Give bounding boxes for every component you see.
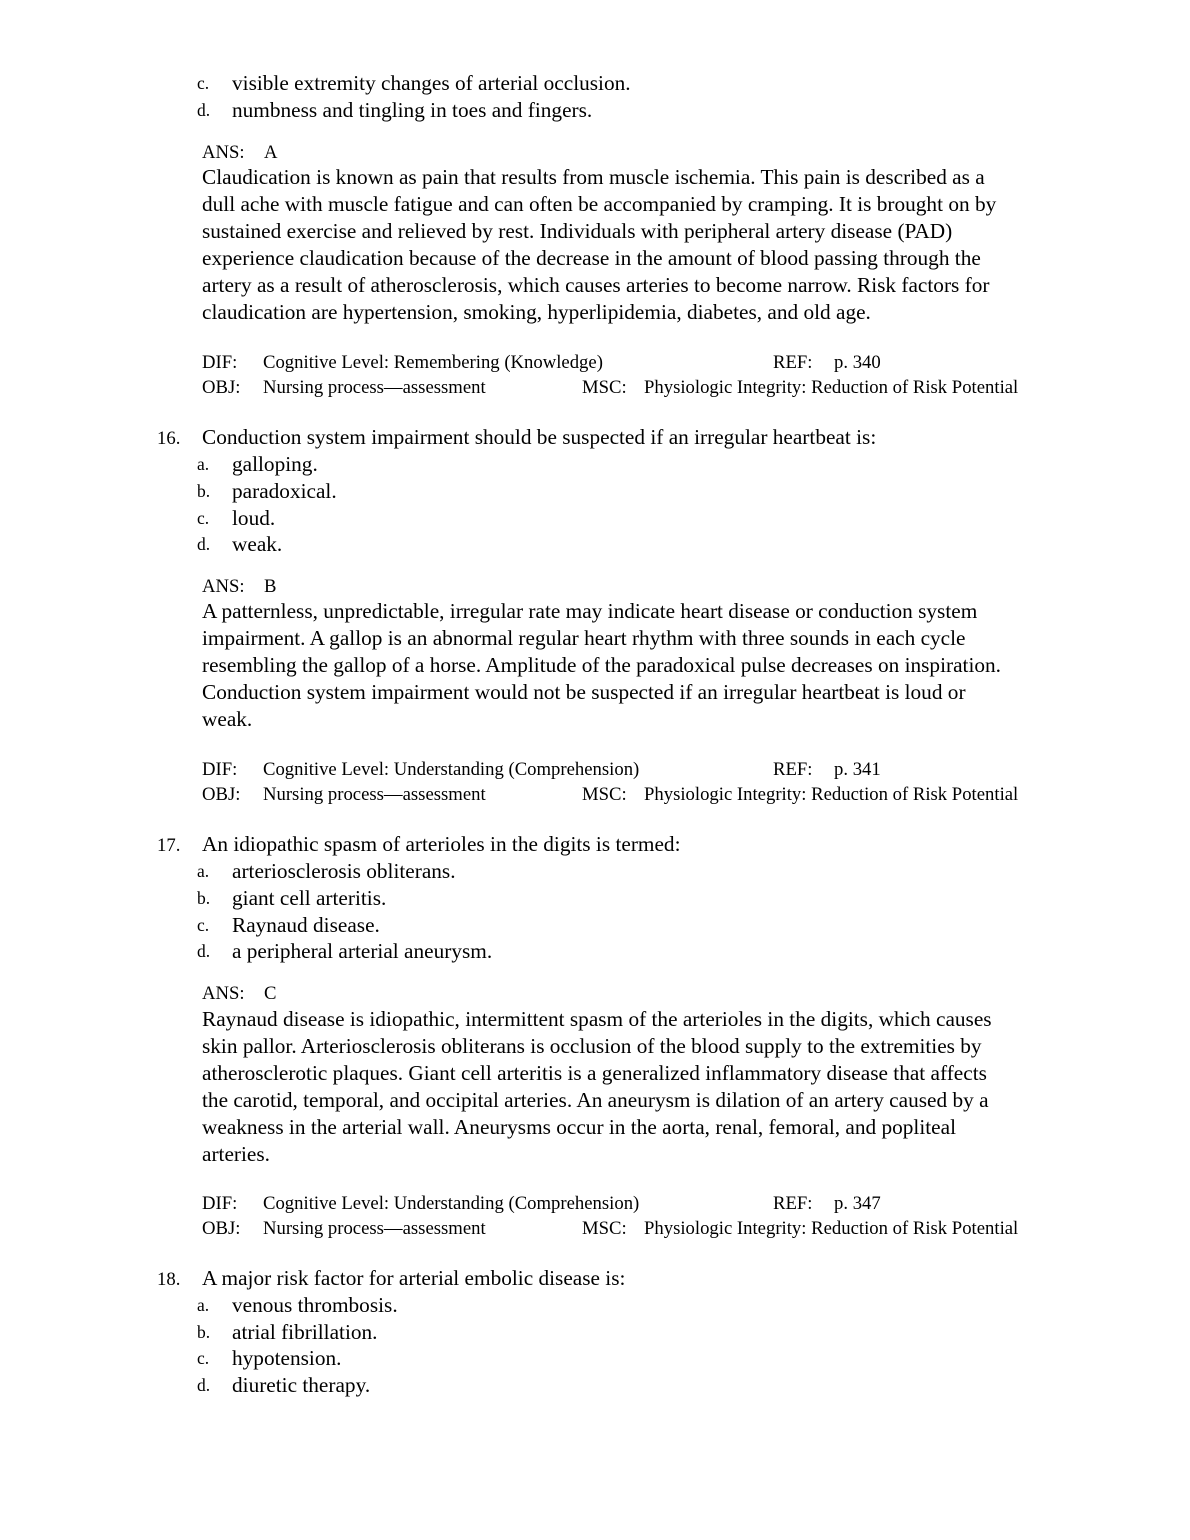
option-text: arteriosclerosis obliterans. <box>232 859 456 883</box>
msc-label: MSC: <box>582 1218 627 1239</box>
ref-value: p. 341 <box>834 759 881 780</box>
option-letter: c. <box>197 508 210 528</box>
obj-value: Nursing process—assessment <box>263 1218 486 1239</box>
option-letter: b. <box>197 1322 211 1342</box>
question-number: 17. <box>157 835 181 856</box>
ref-value: p. 347 <box>834 1193 881 1214</box>
option-text: venous thrombosis. <box>232 1293 398 1317</box>
option-letter: a. <box>197 861 210 881</box>
option-letter: b. <box>197 481 211 501</box>
option-letter: d. <box>197 941 211 961</box>
msc-value: Physiologic Integrity: Reduction of Risk Potential <box>644 377 1019 398</box>
option-letter: a. <box>197 454 210 474</box>
option-text: Raynaud disease. <box>232 913 380 937</box>
option-letter: d. <box>197 1375 211 1395</box>
dif-value: Cognitive Level: Remembering (Knowledge) <box>263 352 603 373</box>
answer-label: ANS: <box>202 142 245 163</box>
obj-value: Nursing process—assessment <box>263 377 486 398</box>
option-letter: c. <box>197 73 210 93</box>
option-text: a peripheral arterial aneurysm. <box>232 939 493 963</box>
msc-value: Physiologic Integrity: Reduction of Risk Potential <box>644 1218 1019 1239</box>
option-text: galloping. <box>232 452 318 476</box>
dif-value: Cognitive Level: Understanding (Comprehension) <box>263 1193 640 1214</box>
option-letter: d. <box>197 534 211 554</box>
msc-label: MSC: <box>582 377 627 398</box>
option-text: loud. <box>232 506 276 530</box>
option-text: atrial fibrillation. <box>232 1320 378 1344</box>
question-stem: A major risk factor for arterial embolic disease is: <box>202 1266 626 1290</box>
ref-label: REF: <box>773 1193 813 1214</box>
dif-label: DIF: <box>202 759 238 780</box>
answer-value: A <box>264 142 278 163</box>
answer-value: B <box>264 576 277 597</box>
answer-label: ANS: <box>202 576 245 597</box>
option-letter: c. <box>197 1348 210 1368</box>
option-text: numbness and tingling in toes and fingers. <box>232 98 593 122</box>
answer-label: ANS: <box>202 983 245 1004</box>
option-letter: d. <box>197 100 211 120</box>
dif-label: DIF: <box>202 352 238 373</box>
option-text: giant cell arteritis. <box>232 886 387 910</box>
dif-label: DIF: <box>202 1193 238 1214</box>
obj-value: Nursing process—assessment <box>263 784 486 805</box>
option-letter: c. <box>197 915 210 935</box>
msc-label: MSC: <box>582 784 627 805</box>
option-letter: b. <box>197 888 211 908</box>
rationale: A patternless, unpredictable, irregular rate may indicate heart disease or conduction system impairment. A gallop is an abnormal regular heart rhythm with three sounds in each cycle resembling the gallop of a horse. Amplitude of the paradoxical pulse decreases on inspiration. Conduction system impairment would not be suspected if an irregular heartbeat is loud or weak. <box>202 599 1001 731</box>
question-number: 16. <box>157 428 181 449</box>
obj-label: OBJ: <box>202 784 241 805</box>
option-text: diuretic therapy. <box>232 1373 371 1397</box>
ref-label: REF: <box>773 759 813 780</box>
obj-label: OBJ: <box>202 1218 241 1239</box>
option-text: weak. <box>232 532 283 556</box>
ref-value: p. 340 <box>834 352 881 373</box>
option-text: paradoxical. <box>232 479 337 503</box>
question-number: 18. <box>157 1269 181 1290</box>
dif-value: Cognitive Level: Understanding (Comprehension) <box>263 759 640 780</box>
msc-value: Physiologic Integrity: Reduction of Risk Potential <box>644 784 1019 805</box>
rationale: Claudication is known as pain that results from muscle ischemia. This pain is described as a dull ache with muscle fatigue and can often be accompanied by cramping. It is brought on by sustained exercise and relieved by rest. Individuals with peripheral artery disease (PAD) experience claudication because of the decrease in the amount of blood passing through the artery as a result of atherosclerosis, which causes arteries to become narrow. Risk factors for claudication are hypertension, smoking, hyperlipidemia, diabetes, and old age. <box>202 165 997 324</box>
obj-label: OBJ: <box>202 377 241 398</box>
option-text: hypotension. <box>232 1346 342 1370</box>
ref-label: REF: <box>773 352 813 373</box>
rationale: Raynaud disease is idiopathic, intermittent spasm of the arterioles in the digits, which causes skin pallor. Arteriosclerosis obliterans is occlusion of the blood supply to the extremities by atherosclerotic plaques. Giant cell arteritis is a generalized inflammatory disease that affects the carotid, temporal, and occipital arteries. An aneurysm is dilation of an artery caused by a weakness in the arterial wall. Aneurysms occur in the aorta, renal, femoral, and popliteal arteries. <box>202 1007 992 1166</box>
option-letter: a. <box>197 1295 210 1315</box>
question-stem: Conduction system impairment should be suspected if an irregular heartbeat is: <box>202 425 877 449</box>
option-text: visible extremity changes of arterial occlusion. <box>232 71 631 95</box>
question-stem: An idiopathic spasm of arterioles in the digits is termed: <box>202 832 681 856</box>
answer-value: C <box>264 983 277 1004</box>
